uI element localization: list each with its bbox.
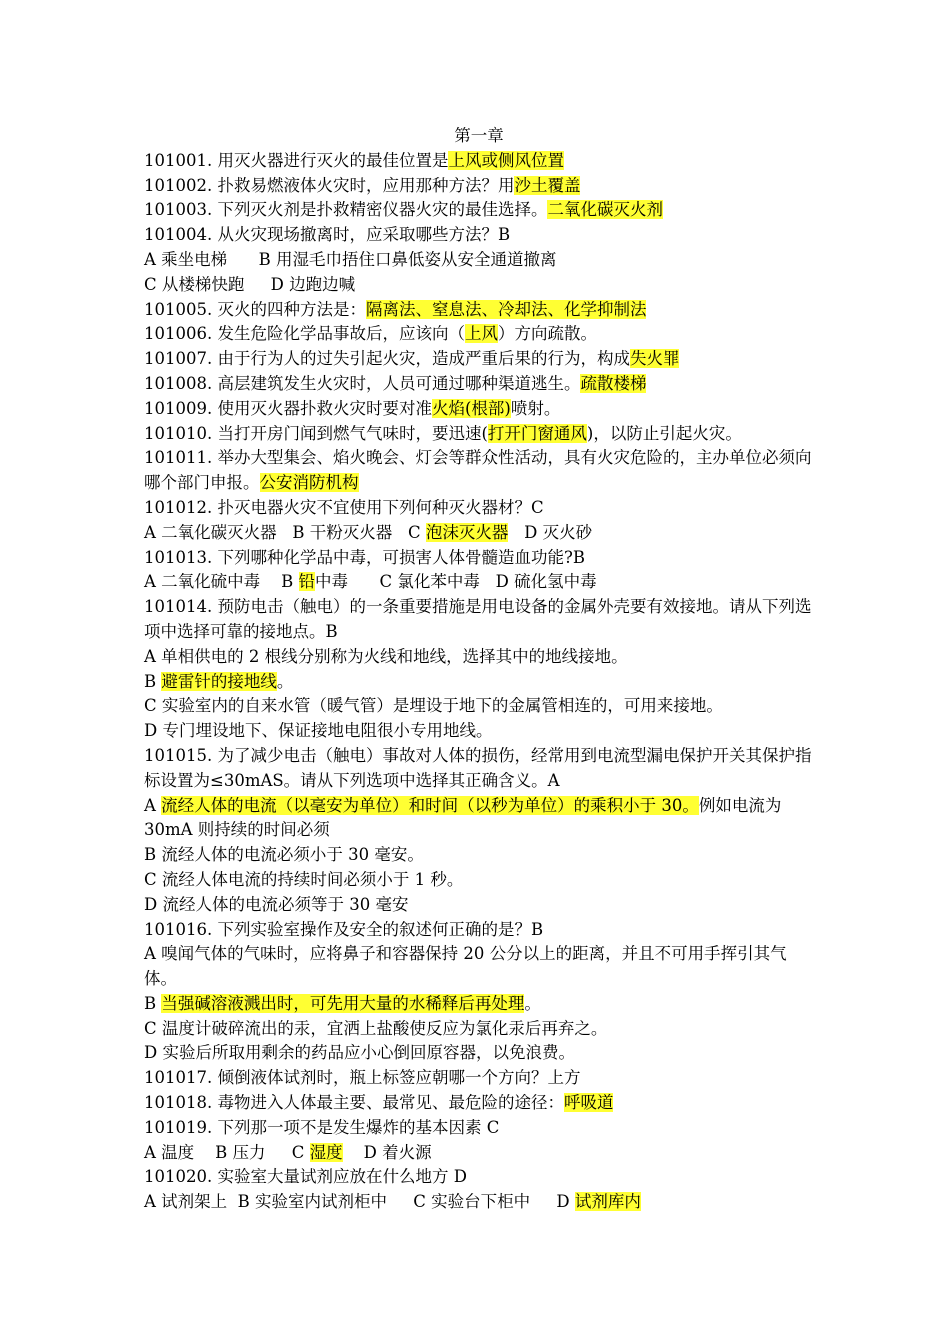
line-text: A 二氧化硫中毒 B — [144, 572, 299, 592]
line-text: D 流经人体的电流必须等于 30 毫安 — [144, 894, 409, 914]
text-line — [144, 645, 814, 670]
highlighted-answer: 打开门窗通风 — [487, 423, 587, 443]
line-text: D 灭火砂 — [508, 522, 593, 542]
text-line — [144, 248, 814, 273]
line-text: 101015. 为了减少电击（触电）事故对人体的损伤，经常用到电流型漏电保护开关其保护指标设置为≤30mAS。请从下列选项中选择其正确含义。A — [144, 745, 812, 790]
line-text: C 温度计破碎流出的汞，宜洒上盐酸使反应为氯化汞后再弃之。 — [144, 1018, 608, 1038]
text-line — [144, 868, 814, 893]
text-line — [144, 1091, 814, 1116]
text-line — [144, 322, 814, 347]
line-text: 中毒 C 氯化苯中毒 D 硫化氢中毒 — [315, 572, 597, 592]
text-line — [144, 744, 814, 794]
question-list — [144, 149, 814, 1215]
text-line — [144, 1017, 814, 1042]
text-line — [144, 149, 814, 174]
text-line — [144, 446, 814, 496]
highlighted-answer: 泡沫灭火器 — [425, 522, 509, 542]
line-text: 101012. 扑灭电器火灾不宜使用下列何种灭火器材？C — [144, 497, 544, 517]
line-text: A 二氧化碳灭火器 B 干粉灭火器 C — [144, 522, 426, 542]
line-text: 101003. 下列灭火剂是扑救精密仪器火灾的最佳选择。 — [144, 200, 548, 220]
highlighted-answer: 铅 — [298, 572, 316, 592]
line-text: )，以防止引起火灾。 — [586, 423, 742, 443]
text-line — [144, 1116, 814, 1141]
highlighted-answer: 湿度 — [309, 1142, 343, 1162]
line-text: 101018. 毒物进入人体最主要、最常见、最危险的途径： — [144, 1093, 564, 1113]
text-line — [144, 174, 814, 199]
line-text: 101019. 下列那一项不是发生爆炸的基本因素 C — [144, 1117, 500, 1137]
text-line — [144, 670, 814, 695]
line-text: C 流经人体电流的持续时间必须小于 1 秒。 — [144, 869, 464, 889]
text-line — [144, 843, 814, 868]
line-text: A 单相供电的 2 根线分别称为火线和地线，选择其中的地线接地。 — [144, 646, 628, 666]
line-text: 。 — [524, 993, 541, 1013]
text-line — [144, 397, 814, 422]
text-line — [144, 1066, 814, 1091]
text-line — [144, 198, 814, 223]
text-line — [144, 694, 814, 719]
line-text: 101002. 扑救易燃液体火灾时，应用那种方法？用 — [144, 175, 515, 195]
text-line — [144, 942, 814, 992]
text-line — [144, 521, 814, 546]
line-text: A 嗅闻气体的气味时，应将鼻子和容器保持 20 公分以上的距离，并且不可用手挥引其气体。 — [144, 944, 787, 989]
line-text: 101007. 由于行为人的过失引起火灾，造成严重后果的行为，构成 — [144, 349, 630, 369]
highlighted-answer: 疏散楼梯 — [580, 373, 647, 393]
line-text: 101008. 高层建筑发生火灾时，人员可通过哪种渠道逃生。 — [144, 373, 581, 393]
text-line — [144, 298, 814, 323]
text-line — [144, 1190, 814, 1215]
highlighted-answer: 公安消防机构 — [259, 473, 359, 493]
highlighted-answer: 火焰(根部) — [431, 398, 511, 418]
line-text: 101020. 实验室大量试剂应放在什么地方 D — [144, 1167, 467, 1187]
text-line — [144, 570, 814, 595]
line-text: D 实验后所取用剩余的药品应小心倒回原容器，以免浪费。 — [144, 1043, 575, 1063]
text-line — [144, 595, 814, 645]
text-line — [144, 719, 814, 744]
line-text: 101005. 灭火的四种方法是： — [144, 299, 366, 319]
text-line — [144, 1141, 814, 1166]
line-text: 101006. 发生危险化学品事故后，应该向（ — [144, 324, 465, 344]
highlighted-answer: 当强碱溶液溅出时，可先用大量的水稀释后再处理 — [161, 993, 525, 1013]
line-text: 101014. 预防电击（触电）的一条重要措施是用电设备的金属外壳要有效接地。请从下列选项中选择可靠的接地点。B — [144, 597, 812, 641]
highlighted-answer: 隔离法、窒息法、冷却法、化学抑制法 — [365, 299, 647, 319]
chapter-title: 第一章 — [454, 126, 504, 145]
highlighted-answer: 呼吸道 — [563, 1093, 614, 1113]
text-line — [144, 347, 814, 372]
line-text: A 温度 B 压力 C — [144, 1142, 310, 1162]
highlighted-answer: 沙土覆盖 — [514, 175, 581, 195]
highlighted-answer: 试剂库内 — [574, 1192, 641, 1212]
line-text: 例如电流为 30mA 则持续的时间必须 — [144, 795, 787, 840]
text-line — [144, 546, 814, 571]
line-text: 101010. 当打开房门闻到燃气气味时，要迅速( — [144, 423, 488, 443]
line-text: 喷射。 — [510, 398, 561, 418]
document-page — [144, 124, 814, 1215]
line-text: A 试剂架上 B 实验室内试剂柜中 C 实验台下柜中 D — [144, 1192, 575, 1212]
highlighted-answer: 上风 — [464, 324, 498, 344]
text-line — [144, 794, 814, 844]
line-text: B — [144, 993, 162, 1013]
text-line — [144, 992, 814, 1017]
text-line — [144, 893, 814, 918]
text-line — [144, 223, 814, 248]
text-line — [144, 1165, 814, 1190]
text-line — [144, 372, 814, 397]
highlighted-answer: 失火罪 — [629, 349, 680, 369]
line-text: A — [144, 795, 162, 815]
highlighted-answer: 上风或侧风位置 — [448, 150, 564, 170]
line-text: 101009. 使用灭火器扑救火灾时要对准 — [144, 398, 432, 418]
highlighted-answer: 流经人体的电流（以毫安为单位）和时间（以秒为单位）的乘积小于 30。 — [161, 795, 699, 815]
text-line — [144, 422, 814, 447]
text-line — [144, 1041, 814, 1066]
text-line — [144, 918, 814, 943]
line-text: 101004. 从火灾现场撤离时，应采取哪些方法？B — [144, 225, 511, 245]
line-text: A 乘坐电梯 B 用湿毛巾捂住口鼻低姿从安全通道撤离 — [144, 249, 557, 269]
line-text: 101017. 倾倒液体试剂时，瓶上标签应朝哪一个方向？上方 — [144, 1068, 581, 1088]
line-text: C 实验室内的自来水管（暖气管）是埋设于地下的金属管相连的，可用来接地。 — [144, 696, 723, 716]
highlighted-answer: 二氧化碳灭火剂 — [547, 200, 663, 220]
line-text: C 从楼梯快跑 D 边跑边喊 — [144, 274, 356, 294]
line-text: D 专门埋设地下、保证接地电阻很小专用地线。 — [144, 721, 493, 741]
text-line — [144, 273, 814, 298]
line-text: ）方向疏散。 — [497, 324, 597, 344]
line-text: 101013. 下列哪种化学品中毒，可损害人体骨髓造血功能?B — [144, 547, 585, 567]
text-line — [144, 496, 814, 521]
line-text: 101001. 用灭火器进行灭火的最佳位置是 — [144, 150, 449, 170]
line-text: B 流经人体的电流必须小于 30 毫安。 — [144, 845, 424, 865]
line-text: B — [144, 671, 162, 691]
line-text: 。 — [276, 671, 294, 691]
line-text: D 着火源 — [342, 1142, 432, 1162]
highlighted-answer: 避雷针的接地线 — [161, 671, 277, 691]
line-text: 101011. 举办大型集会、焰火晚会、灯会等群众性活动，具有火灾危险的，主办单位必须向哪个部门申报。 — [144, 448, 812, 493]
line-text: 101016. 下列实验室操作及安全的叙述何正确的是？B — [144, 919, 544, 939]
